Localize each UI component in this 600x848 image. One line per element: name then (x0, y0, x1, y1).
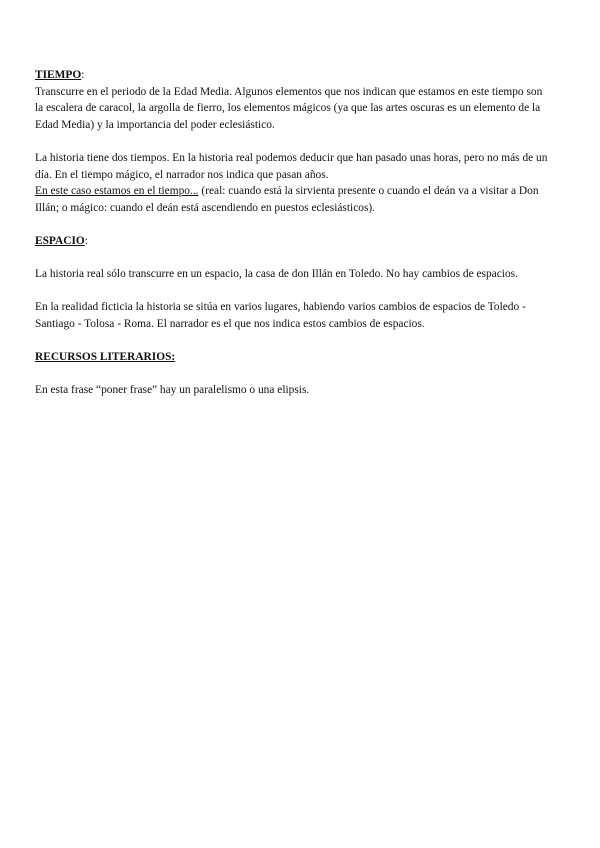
section-recursos-literarios (35, 349, 552, 399)
espacio-heading: ESPACIO (35, 234, 85, 247)
spacer (35, 366, 552, 383)
tiempo-heading-line (35, 67, 552, 84)
spacer (35, 283, 552, 300)
tiempo-paragraph-3-underlined: En este caso estamos en el tiempo... (35, 185, 199, 198)
tiempo-paragraph-2: La historia tiene dos tiempos. En la historia real podemos deducir que han pasado unas horas, pero no más de un día. En el tiempo mágico, el narrador nos indica que pasan años. (35, 151, 548, 181)
recursos-heading: RECURSOS LITERARIOS: (35, 351, 176, 364)
recursos-paragraph-1: En esta frase “poner frase” hay un paralelismo o una elipsis. (35, 384, 310, 397)
espacio-paragraph-2: En la realidad ficticia la historia se sitúa en varios lugares, habiendo varios cambios de espacios de Toledo - Santiago - Tolosa - Roma. El narrador es el que nos indica estos cambios de espacios. (35, 301, 526, 330)
espacio-paragraph-1: La historia real sólo transcurre en un espacio, la casa de don Illán en Toledo. No hay cambios de espacios. (35, 268, 518, 281)
section-tiempo (35, 67, 552, 216)
tiempo-paragraph-3-rest: (real: cuando está la sirvienta presente o cuando el deán va a visitar a Don Illán; o mágico: cuando el deán está ascendiendo en puestos eclesiásticos). (35, 185, 539, 214)
tiempo-heading-colon: : (81, 69, 85, 81)
recursos-heading-line (35, 349, 552, 366)
spacer (35, 250, 552, 267)
tiempo-heading: TIEMPO (35, 69, 82, 81)
spacer (35, 216, 552, 233)
section-espacio (35, 233, 552, 333)
espacio-heading-line (35, 233, 552, 250)
spacer (35, 333, 552, 350)
espacio-heading-colon: : (84, 234, 88, 247)
tiempo-paragraph-1: Transcurre en el periodo de la Edad Media. Algunos elementos que nos indican que estamos en este tiempo son la escalera de caracol, la argolla de fierro, los elementos mágicos (ya que las artes oscuras es un elemento de la Edad Media) y la importancia del poder eclesiástico. (35, 85, 543, 131)
tiempo-paragraph-3 (35, 183, 552, 216)
spacer (35, 133, 552, 150)
